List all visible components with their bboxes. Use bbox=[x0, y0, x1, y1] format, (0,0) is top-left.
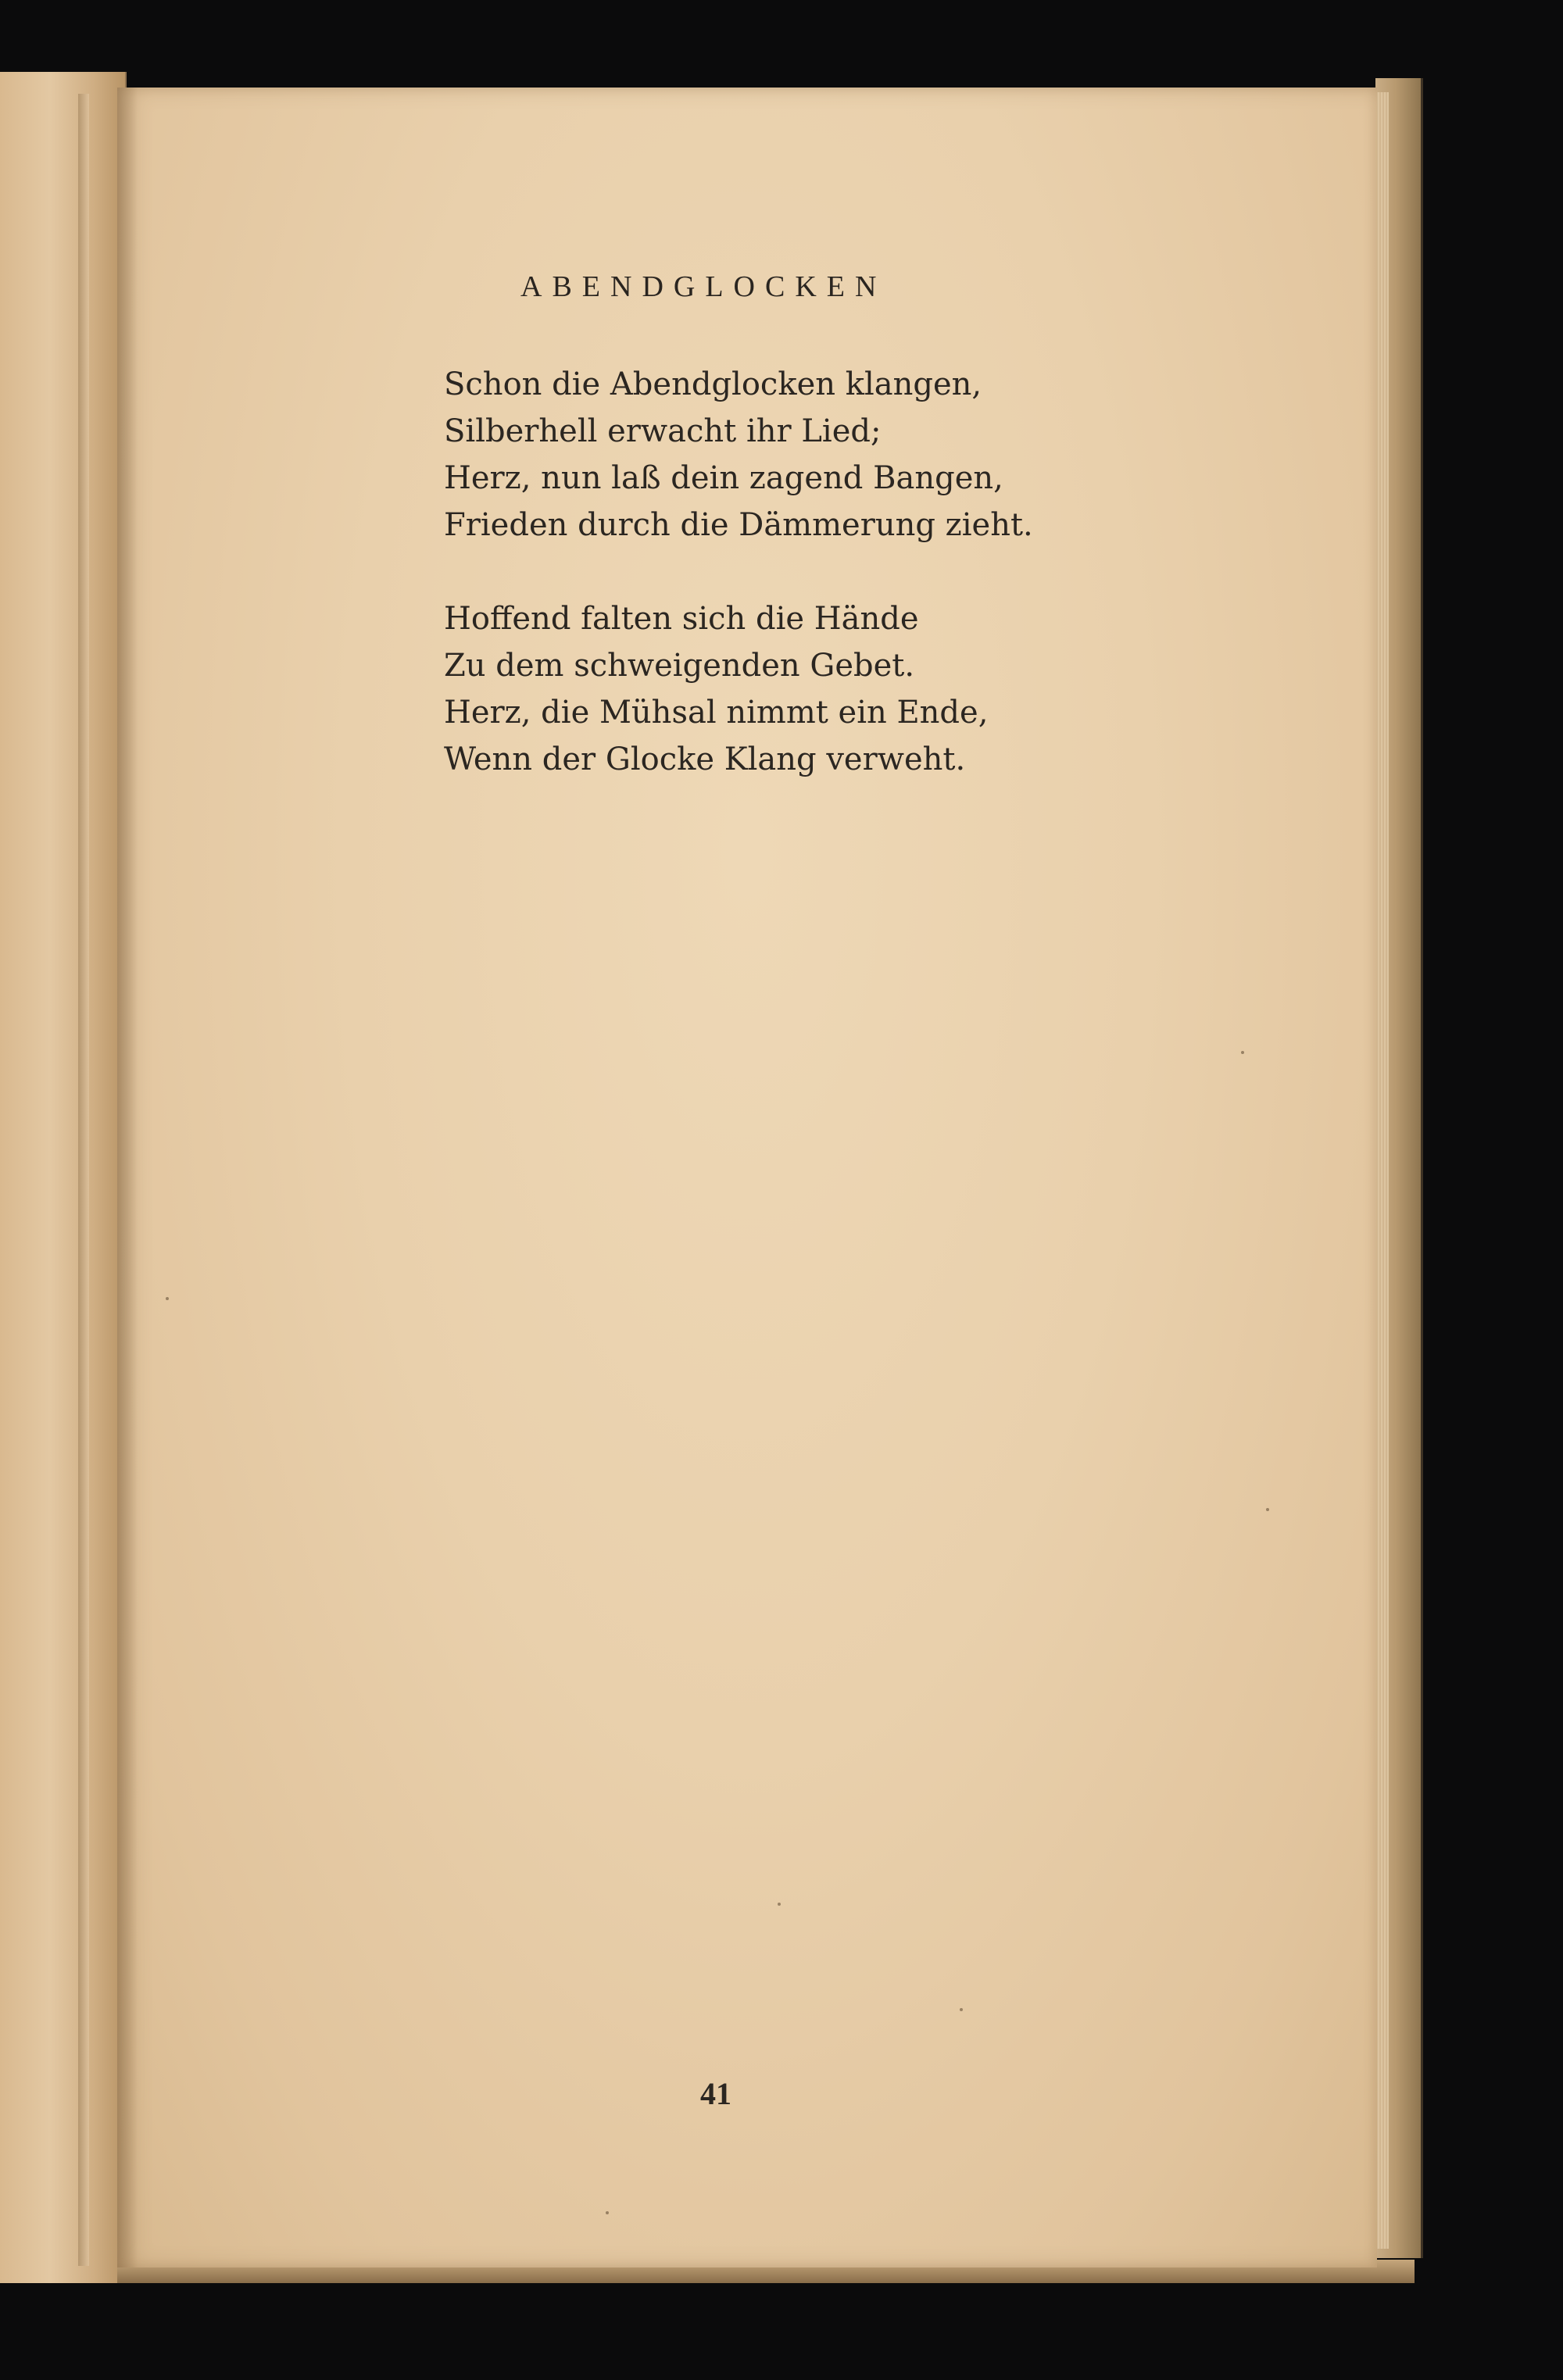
page-gutter-shadow bbox=[117, 88, 138, 2267]
poem-stanza bbox=[444, 361, 1033, 549]
paper-speck bbox=[606, 2211, 609, 2214]
poem-line: Hoffend falten sich die Hände bbox=[444, 601, 919, 637]
poem-line: Zu dem schweigenden Gebet. bbox=[444, 648, 915, 684]
paper-speck bbox=[1241, 1051, 1244, 1054]
poem-line: Schon die Abendglocken klangen, bbox=[444, 366, 982, 402]
paper-speck bbox=[166, 1297, 169, 1300]
poem-line: Silberhell erwacht ihr Lied; bbox=[444, 413, 882, 449]
poem-line: Frieden durch die Dämmerung zieht. bbox=[444, 507, 1033, 543]
page-number: 41 bbox=[700, 2076, 731, 2111]
paper-speck bbox=[778, 1903, 781, 1906]
paper-speck bbox=[960, 2008, 963, 2011]
poem-stanza bbox=[444, 595, 988, 783]
previous-page-fold bbox=[78, 94, 89, 2266]
poem-title: ABENDGLOCKEN bbox=[520, 270, 887, 303]
poem-line: Herz, die Mühsal nimmt ein Ende, bbox=[444, 695, 989, 731]
poem-line: Herz, nun laß dein zagend Bangen, bbox=[444, 460, 1003, 496]
previous-page-edge bbox=[0, 72, 127, 2283]
poem-line: Wenn der Glocke Klang verweht. bbox=[444, 742, 966, 777]
paper-speck bbox=[1266, 1508, 1269, 1511]
